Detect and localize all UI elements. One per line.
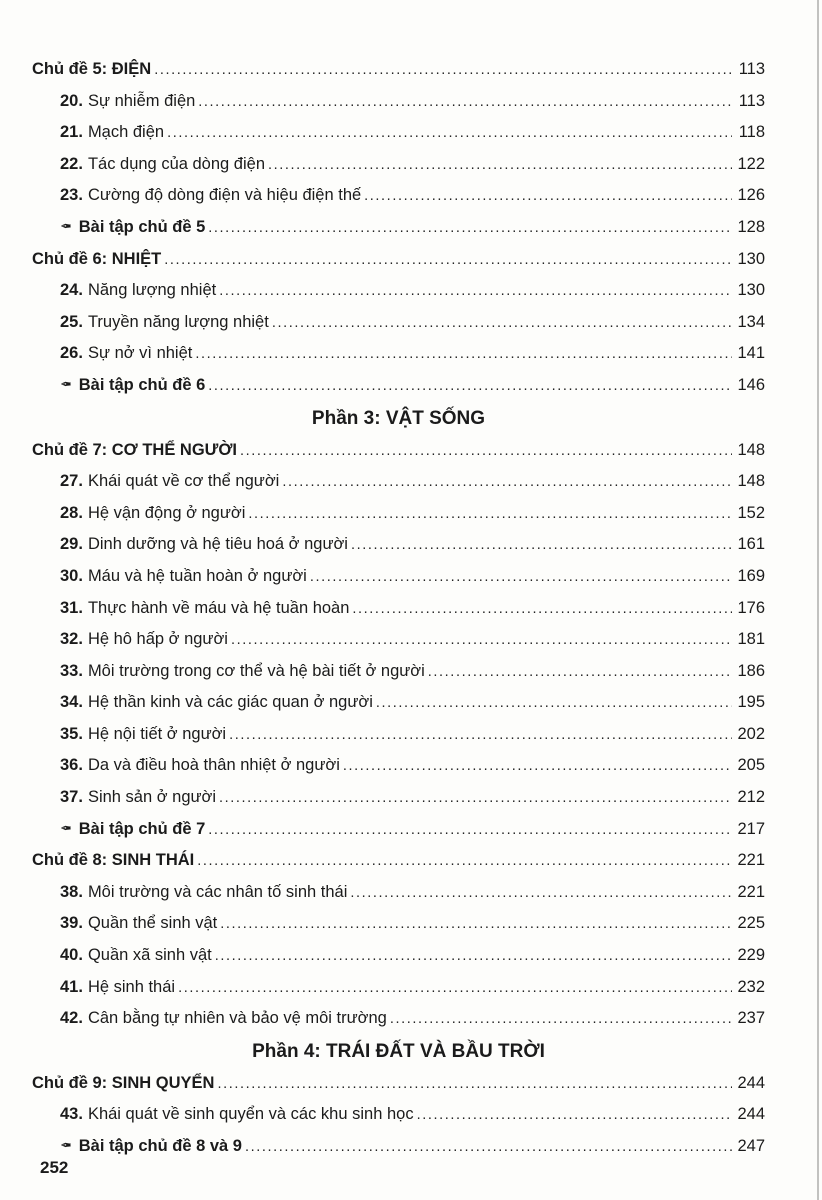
toc-entry [32,561,765,593]
toc-entry [32,908,765,940]
pen-nib-icon: ✒ [60,1137,72,1153]
entry-title: Dinh dưỡng và hệ tiêu hoá ở người [87,535,348,554]
entry-label [60,624,228,655]
entry-number: 29. [60,535,83,554]
entry-label [32,845,194,876]
entry-title: Sinh sản ở người [87,788,217,807]
entry-label [60,750,340,781]
toc-entry [32,435,765,467]
toc-entry [32,338,765,370]
entry-label [60,972,175,1003]
entry-title: Chủ đề 9: SINH QUYỂN [32,1073,215,1092]
toc-entry [32,719,765,751]
toc-entry [32,307,765,339]
page-edge-line [817,0,819,1200]
entry-page: 161 [737,535,765,554]
entry-title: Cường độ dòng điện và hiệu điện thế [87,186,362,205]
entry-title: Khái quát về sinh quyển và các khu sinh học [87,1105,414,1124]
dot-leader [417,1100,732,1131]
entry-number: 37. [60,788,83,807]
entry-page: 221 [737,882,765,901]
entry-label [60,593,349,624]
dot-leader [229,720,732,751]
dot-leader [240,436,732,467]
entry-page: 229 [737,946,765,965]
toc-entry [32,117,765,149]
entry-page: 141 [737,344,765,363]
entry-page: 205 [737,756,765,775]
entry-page: 126 [737,186,765,205]
dot-leader [198,87,732,118]
entry-page: 130 [737,281,765,300]
dot-leader [245,1132,732,1163]
dot-leader [231,625,732,656]
entry-title: Bài tập chủ đề 5 [78,217,206,236]
toc-entry [32,750,765,782]
toc-entry [32,814,765,846]
toc-entry [32,877,765,909]
entry-page: 128 [737,217,765,236]
entry-label [60,86,195,117]
entry-page: 212 [737,788,765,807]
entry-label [60,561,307,592]
entry-label [32,1068,214,1099]
toc-entry [32,687,765,719]
entry-label [60,117,164,148]
toc-entry [32,1131,765,1163]
entry-label [60,180,361,211]
entry-title: Bài tập chủ đề 6 [78,375,206,394]
entry-label [60,529,348,560]
entry-number: 40. [60,946,83,965]
toc-entry [32,149,765,181]
dot-leader [197,846,732,877]
entry-page: 148 [737,472,765,491]
toc-part-heading [32,1035,765,1068]
entry-number: 38. [60,882,83,901]
toc-entry [32,86,765,118]
entry-page: 244 [737,1073,765,1092]
entry-label [60,338,192,369]
entry-number: 33. [60,661,83,680]
entry-number: 31. [60,598,83,617]
part-title: Phần 3: VẬT SỐNG [311,407,486,429]
entry-label [60,370,205,401]
dot-leader [352,594,732,625]
dot-leader [208,213,732,244]
entry-number: 42. [60,1009,83,1028]
entry-number: 36. [60,756,83,775]
toc-entry [32,845,765,877]
dot-leader [215,941,732,972]
entry-page: 232 [737,977,765,996]
dot-leader [351,530,732,561]
entry-page: 217 [737,819,765,838]
entry-number: 28. [60,503,83,522]
toc-entry [32,1099,765,1131]
entry-title: Sự nhiễm điện [87,91,196,110]
entry-page: 202 [737,724,765,743]
entry-title: Cân bằng tự nhiên và bảo vệ môi trường [87,1009,387,1028]
entry-title: Chủ đề 6: NHIỆT [32,249,162,268]
toc-entry [32,275,765,307]
dot-leader [248,499,732,530]
dot-leader [390,1004,732,1035]
entry-page: 152 [737,503,765,522]
dot-leader [195,339,732,370]
entry-page: 148 [737,440,765,459]
entry-page: 186 [737,661,765,680]
toc-entry [32,180,765,212]
entry-label [60,656,425,687]
toc-entry [32,466,765,498]
entry-number: 25. [60,312,83,331]
entry-number: 32. [60,630,83,649]
page-footer-number: 252 [40,1158,69,1177]
entry-number: 24. [60,281,83,300]
entry-page: 237 [737,1009,765,1028]
toc-entry [32,212,765,244]
entry-number: 27. [60,472,83,491]
entry-title: Quần xã sinh vật [87,946,212,965]
entry-title: Hệ vận động ở người [87,503,246,522]
dot-leader [268,150,732,181]
pen-nib-icon: ✒ [60,217,72,234]
dot-leader [164,245,732,276]
entry-label [60,940,212,971]
entry-number: 35. [60,724,83,743]
entry-title: Khái quát về cơ thể người [87,472,280,491]
entry-title: Môi trường trong cơ thể và hệ bài tiết ở người [87,661,425,680]
entry-number: 43. [60,1105,83,1124]
entry-page: 195 [737,693,765,712]
toc-entry [32,593,765,625]
toc-entry [32,244,765,276]
dot-leader [310,562,732,593]
entry-title: Sự nở vì nhiệt [87,344,193,363]
entry-title: Truyền năng lượng nhiệt [87,312,269,331]
toc-entry [32,1068,765,1100]
entry-label [60,212,205,243]
entry-page: 225 [737,914,765,933]
entry-label [60,149,265,180]
entry-page: 176 [737,598,765,617]
entry-title: Quần thể sinh vật [87,914,218,933]
dot-leader [219,276,732,307]
entry-label [60,275,216,306]
entry-page: 130 [737,249,765,268]
entry-page: 118 [738,123,765,142]
toc-entry [32,782,765,814]
entry-number: 23. [60,186,83,205]
entry-number: 39. [60,914,83,933]
entry-label [60,719,226,750]
toc-entry [32,656,765,688]
entry-page: 247 [737,1137,765,1155]
entry-number: 30. [60,566,83,585]
toc-entry [32,54,765,86]
entry-title: Da và điều hoà thân nhiệt ở người [87,756,340,775]
dot-leader [282,467,732,498]
entry-number: 41. [60,977,83,996]
entry-label [60,1099,414,1130]
dot-leader [154,55,732,86]
dot-leader [219,783,732,814]
entry-page: 122 [737,154,765,173]
entry-label [60,814,205,845]
entry-page: 134 [737,312,765,331]
toc-entry [32,624,765,656]
dot-leader [428,657,732,688]
toc-entry [32,498,765,530]
entry-number: 21. [60,123,83,142]
entry-page: 113 [738,91,765,110]
toc-list [32,54,765,1163]
entry-page: 244 [737,1105,765,1124]
entry-label [60,687,373,718]
part-title: Phần 4: TRÁI ĐẤT VÀ BẦU TRỜI [252,1040,545,1062]
entry-title: Hệ thần kinh và các giác quan ở người [87,693,373,712]
entry-title: Hệ hô hấp ở người [87,630,228,649]
entry-title: Hệ sinh thái [87,977,176,996]
entry-number: 34. [60,693,83,712]
toc-entry [32,972,765,1004]
toc-entry [32,1003,765,1035]
entry-title: Chủ đề 5: ĐIỆN [32,60,152,78]
dot-leader [217,1069,732,1100]
entry-label [60,307,269,338]
entry-label [32,435,237,466]
dot-leader [364,181,732,212]
toc-entry [32,940,765,972]
entry-number: 26. [60,344,83,363]
entry-label [60,498,245,529]
entry-number: 20. [60,91,83,110]
toc-entry [32,529,765,561]
entry-title: Môi trường và các nhân tố sinh thái [87,882,348,901]
entry-title: Thực hành về máu và hệ tuần hoàn [87,598,350,617]
entry-page: 221 [737,851,765,870]
entry-title: Chủ đề 7: CƠ THỂ NGƯỜI [32,440,238,459]
entry-title: Bài tập chủ đề 7 [78,819,206,838]
entry-page: 181 [737,630,765,649]
dot-leader [220,909,732,940]
entry-page: 169 [737,566,765,585]
entry-title: Chủ đề 8: SINH THÁI [32,851,195,870]
entry-number: 22. [60,154,83,173]
entry-label [60,466,279,497]
entry-title: Bài tập chủ đề 8 và 9 [78,1137,242,1155]
toc-part-heading [32,402,765,435]
dot-leader [208,815,732,846]
entry-title: Máu và hệ tuần hoàn ở người [87,566,307,585]
dot-leader [376,688,732,719]
entry-page: 146 [737,375,765,394]
entry-label [60,908,217,939]
dot-leader [343,751,732,782]
entry-page: 113 [738,60,765,78]
entry-label [60,782,216,813]
dot-leader [350,878,732,909]
dot-leader [167,118,732,149]
entry-label [60,1003,387,1034]
pen-nib-icon: ✒ [60,819,72,836]
dot-leader [272,308,732,339]
entry-label [60,1131,242,1162]
entry-title: Tác dụng của dòng điện [87,154,265,173]
entry-label [32,54,151,85]
entry-label [32,244,161,275]
toc-entry [32,370,765,402]
dot-leader [178,973,732,1004]
dot-leader [208,371,732,402]
entry-title: Năng lượng nhiệt [87,281,217,300]
entry-label [60,877,347,908]
entry-title: Mạch điện [87,123,165,142]
pen-nib-icon: ✒ [60,375,72,392]
entry-title: Hệ nội tiết ở người [87,724,227,743]
